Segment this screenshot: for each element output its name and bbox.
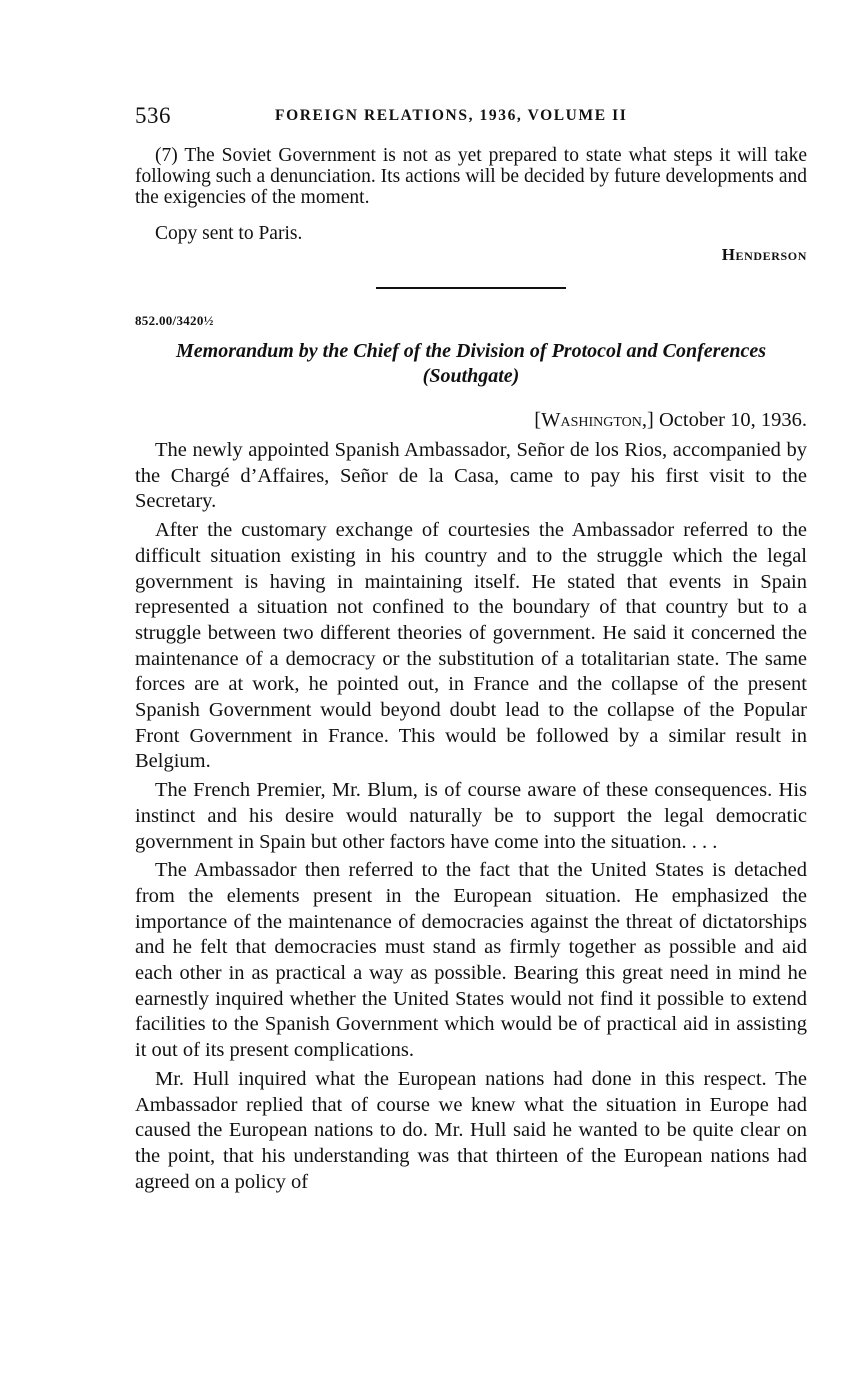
- dateline-place: [Washington,]: [534, 409, 654, 431]
- body-paragraph: The Ambassador then referred to the fact that the United States is detached from the elements present in the European situation. He emphasized the importance of the maintenance of democracies against the threat of dictatorships and he felt that democracies must stand as firmly together as possible and aid each other in as practical a way as possible. Bearing this great need in mind he earnestly inquired whether the United States would not find it possible to extend facilities to the Spanish Government which would be of practical aid in assisting it out of its present complications.: [135, 859, 807, 1062]
- prior-paragraph-7: (7) The Soviet Government is not as yet prepared to state what steps it will take following such a denunciation. Its actions will be decided by future developments and the exigencies of the moment.: [135, 145, 807, 208]
- body-paragraph: The French Premier, Mr. Blum, is of course aware of these consequences. His instinct and his desire would naturally be to support the legal democratic government in Spain but other factors have come into the situation. . . .: [135, 779, 807, 853]
- memo-title-line-1: Memorandum by the Chief of the Division of Protocol and Conferences: [176, 340, 766, 362]
- memo-title: [135, 339, 807, 389]
- copy-note: Copy sent to Paris.: [155, 223, 303, 244]
- dateline-date: October 10, 1936.: [658, 409, 807, 431]
- body-paragraph: Mr. Hull inquired what the European nations had done in this respect. The Ambassador replied that of course we knew what the situation in Europe had caused the European nations to do. Mr. Hull said he wanted to be quite clear on the point, that his understanding was that thirteen of the European nations had agreed on a policy of: [135, 1067, 807, 1193]
- signature: Henderson: [721, 245, 807, 264]
- section-divider: [376, 287, 566, 289]
- running-title: FOREIGN RELATIONS, 1936, VOLUME II: [275, 107, 628, 124]
- memo-title-line-2: (Southgate): [422, 365, 520, 387]
- running-header: [135, 103, 807, 133]
- document-page: [135, 103, 807, 1195]
- dateline: [135, 409, 807, 432]
- file-number: 852.00/3420½: [135, 313, 214, 328]
- body-paragraph: After the customary exchange of courtesies the Ambassador referred to the difficult situation existing in his country and to the struggle which the legal government is having in maintaining itself. He stated that events in Spain represented a situation not confined to the boundary of that country but to a struggle between two different theories of government. He said it concerned the maintenance of a democracy or the substitution of a totalitarian state. The same forces are at work, he pointed out, in France and the collapse of the present Spanish Government would beyond doubt lead to the collapse of the Popular Front Government in France. This would be followed by a similar result in Belgium.: [135, 519, 807, 773]
- body-paragraph: The newly appointed Spanish Ambassador, Señor de los Rios, accompanied by the Chargé d’Affaires, Señor de la Casa, came to pay his first visit to the Secretary.: [135, 439, 807, 513]
- page-number: 536: [135, 103, 171, 128]
